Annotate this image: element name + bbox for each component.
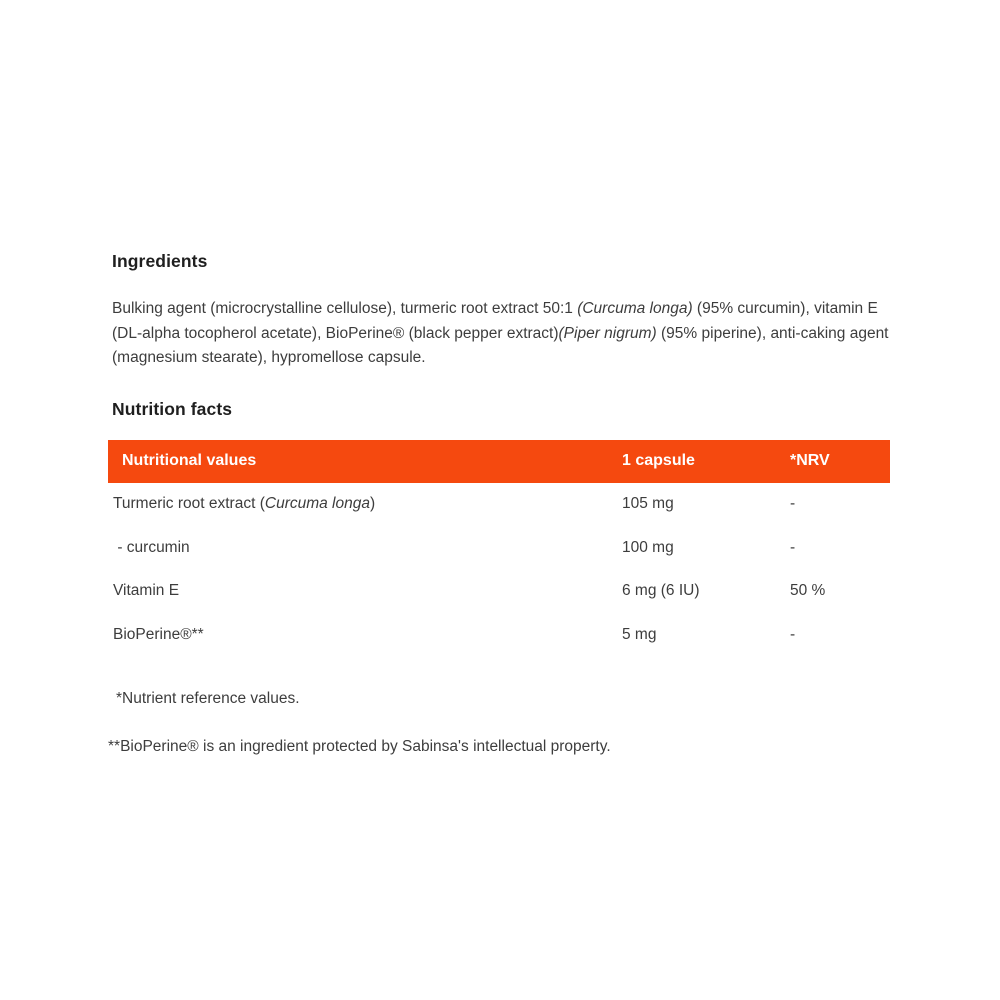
product-info-section (108, 250, 890, 759)
table-row-turmeric-root-extract (108, 483, 890, 527)
cell-amount: 6 mg (6 IU) (622, 582, 700, 600)
cell-amount: 5 mg (622, 625, 657, 643)
nutrition-facts-heading: Nutrition facts (112, 398, 233, 419)
table-row-vitamin-e (108, 570, 890, 614)
cell-nrv: - (790, 495, 796, 513)
table-row-bioperine (108, 613, 890, 657)
cell-nrv: 50 % (790, 582, 826, 600)
cell-nrv: - (790, 625, 796, 643)
cell-amount: 105 mg (622, 495, 674, 513)
ingredients-paragraph: Bulking agent (microcrystalline cellulose), turmeric root extract 50:1 (Curcuma longa) (95% curcumin), vitamin E (DL-alpha tocopherol acetate), BioPerine® (black pepper extract)(Piper nigrum) (95% piperine), anti-caking agent (magnesium stearate), hypromellose capsule. (112, 300, 889, 366)
table-row-curcumin (108, 526, 890, 570)
cell-ingredient-name: BioPerine®** (113, 625, 204, 643)
nutrition-table-header-row (108, 440, 890, 483)
cell-nrv: - (790, 538, 796, 556)
cell-amount: 100 mg (622, 538, 674, 556)
header-cell-nutritional-values: Nutritional values (122, 452, 257, 469)
footnote-nrv: *Nutrient reference values. (116, 689, 300, 707)
header-cell-1-capsule: 1 capsule (622, 452, 695, 469)
cell-ingredient-name: Turmeric root extract (Curcuma longa) (113, 495, 376, 513)
cell-ingredient-name: - curcumin (113, 538, 190, 556)
ingredients-heading: Ingredients (112, 251, 208, 271)
header-cell-nrv: *NRV (790, 452, 830, 469)
cell-ingredient-name: Vitamin E (113, 582, 180, 600)
footnote-bioperine: **BioPerine® is an ingredient protected by Sabinsa's intellectual property. (108, 737, 611, 755)
nutrition-facts-table (108, 440, 890, 657)
